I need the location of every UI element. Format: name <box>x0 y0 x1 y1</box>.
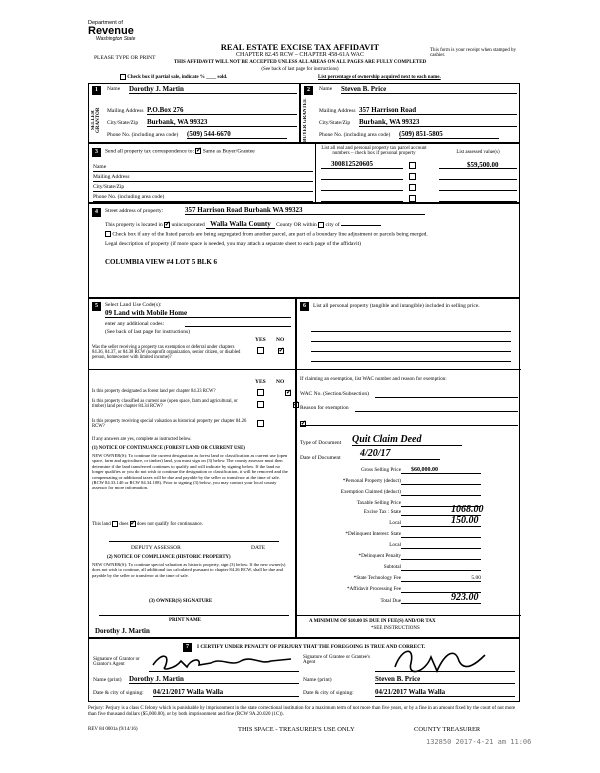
q2-no[interactable] <box>285 390 291 396</box>
same-as-checkbox[interactable] <box>195 148 201 154</box>
logo-line2: Revenue <box>88 25 134 37</box>
personal-checkbox-2[interactable] <box>409 173 416 180</box>
form-revision: REV 84 0001a (9/14/16) <box>88 727 138 732</box>
does-not-label: does not <box>136 522 154 528</box>
logo-line3: Washington State <box>96 36 136 42</box>
grantor-signature <box>151 651 301 673</box>
fee-value-5: 150.00 <box>401 515 481 527</box>
fee-label-3: Taxable Selling Price <box>356 500 401 506</box>
grantor-sig-label: Signature of Grantor or Grantor's Agent <box>93 657 140 667</box>
fee-value-8 <box>401 553 481 560</box>
personal-property-label: List all personal property (tangible and intangible) included in selling price. <box>313 303 480 309</box>
fee-label-4: Excise Tax : State <box>363 509 401 515</box>
yes-header-2: YES <box>255 379 266 385</box>
fee-value-1 <box>401 478 481 485</box>
buyer-phone-label: Phone No. (including area code) <box>319 132 391 138</box>
seller-mailing-label: Mailing Address <box>107 108 144 114</box>
section-3-number: 3 <box>92 148 101 157</box>
does-not-checkbox[interactable] <box>130 521 136 527</box>
notice-1-title: (1) NOTICE OF CONTINUANCE (FOREST LAND OR CURRENT USE) <box>92 446 245 451</box>
street-address: 357 Harrison Road Burbank WA 99323 <box>185 206 425 215</box>
personal-checkbox-3[interactable] <box>409 184 416 191</box>
fee-value-6 <box>401 531 481 538</box>
section-2-buyer <box>300 83 520 143</box>
logo-line1: Department of <box>88 20 123 26</box>
reason-label: Reason for exemption <box>300 405 349 411</box>
fee-value-10: 5.00 <box>401 575 481 582</box>
seller-name-label: Name <box>107 86 121 92</box>
form-warning: THIS AFFIDAVIT WILL NOT BE ACCEPTED UNLESS ALL AREAS ON ALL PAGES ARE FULLY COMPLETED <box>173 60 427 65</box>
fee-label-6: *Delinquent Interest: State <box>345 531 401 537</box>
notice-2-title: (2) NOTICE OF COMPLIANCE (HISTORIC PROPERTY) <box>107 555 231 560</box>
county-name: Walla Walla County <box>206 220 275 229</box>
date-of-document: 4/20/17 <box>360 448 440 460</box>
this-land-label: This land <box>92 522 111 528</box>
question-4: Is this property receiving special valuation as historical property per chapter 84.26 RCW? <box>92 419 247 429</box>
type-of-document: Quit Claim Deed <box>352 434 462 446</box>
no-header-2: NO <box>276 379 285 385</box>
buyer-side-label: BUYER GRANTEE <box>303 98 308 142</box>
section-7-certification <box>88 638 520 702</box>
fee-label-9: Subtotal <box>383 564 401 570</box>
unincorporated-label: unincorporated <box>171 222 205 228</box>
does-checkbox[interactable] <box>112 521 118 527</box>
legal-description: COLUMBIA VIEW #4 LOT 5 BLK 6 <box>105 258 218 266</box>
grantor-name-label: Name (print) <box>93 677 122 683</box>
fee-value-9 <box>401 564 481 571</box>
grantor-print-name: Dorothy J. Martin <box>129 675 299 684</box>
fee-label-0: Gross Selling Price <box>360 467 401 473</box>
corr-phone-label: Phone No. (including area code) <box>93 194 165 200</box>
buyer-mailing-label: Mailing Address <box>319 108 356 114</box>
section-2-number: 2 <box>304 86 313 95</box>
parcel-number: 300812520605 <box>331 160 373 168</box>
partial-sale-checkbox[interactable] <box>120 74 126 80</box>
section-3-correspondence <box>88 143 520 203</box>
fee-label-1: *Personal Property (deduct) <box>342 478 401 484</box>
section-5-number: 5 <box>92 302 101 311</box>
send-label: Send all property tax correspondence to: <box>105 148 195 155</box>
treasurer-space: THIS SPACE - TREASURER'S USE ONLY <box>238 726 355 733</box>
seller-city-label: City/State/Zip <box>107 120 139 126</box>
personal-checkbox-1[interactable] <box>409 162 416 169</box>
fee-value-4: 1068.00 <box>401 504 481 516</box>
city-of-label: city of <box>325 222 340 228</box>
same-as-label: Same as Buyer/Grantee <box>202 148 255 155</box>
grantee-date-label: Date & city of signing: <box>303 690 354 696</box>
notice-2-body: NEW OWNER(S): To continue special valuation as historic property, sign (3) below. If the new owner(s) does not wish to continue, all additional tax calculated pursuant to chapter 84.26 RCW, shall be due and payable by the seller or transferor at the time of sale. <box>92 562 286 578</box>
exemption-label: If claiming an exemption, list WAC number and reason for exemption: <box>300 376 447 382</box>
buyer-city-label: City/State/Zip <box>319 120 351 126</box>
receipt-note: This form is your receipt when stamped by cashier. <box>430 48 516 58</box>
notice-1-body: NEW OWNER(S): To continue the current designation as forest land or classification as current use (open space, farm and agriculture, or timber) land, you must sign on (3) below. The county assessor must then determine if the land transferred continues to qualify and will indicate by signing below. If the land no longer qualifies or you do not wish to continue the designation or classification, it will be removed and the compensating or additional taxes will be due and payable by the seller or transferor at the time of sale. (RCW 84.33.140 or RCW 84.34.108). Prior to signing (3) below, you may contact your local county assessor for more information. <box>92 453 288 491</box>
fee-value-2 <box>401 489 481 496</box>
fee-value-7 <box>401 542 481 549</box>
corr-name-label: Name <box>93 164 107 170</box>
parcel-header: List all real and personal property tax parcel account numbers – check box if personal property <box>321 146 427 156</box>
county-or-label: County OR within <box>276 222 317 228</box>
no-header-1: NO <box>276 337 285 343</box>
question-3: Is this property classified as current use (open space, farm and agricultural, or timber) land per chapter 84.34 RCW? <box>92 399 238 409</box>
seller-name: Dorothy J. Martin <box>129 85 297 94</box>
grantee-sig-label: Signature of Grantee or Grantee's Agent <box>303 655 370 665</box>
seller-city: Burbank, WA 99323 <box>147 118 297 127</box>
corr-mailing-label: Mailing Address <box>93 174 130 180</box>
fee-label-7: Local <box>389 542 401 548</box>
seller-phone-label: Phone No. (including area code) <box>107 132 179 138</box>
section-7-number: 7 <box>183 643 192 652</box>
dor-logo <box>88 20 158 42</box>
section-5-land-use <box>88 298 296 638</box>
fee-label-11: *Affidavit Processing Fee <box>346 586 401 592</box>
fee-label-10: *State Technology Fee <box>353 575 401 581</box>
land-use-label: Select Land Use Code(s): <box>105 302 162 308</box>
deputy-date-label: DATE <box>251 545 266 551</box>
personal-checkbox-4[interactable] <box>409 195 416 202</box>
q2-yes[interactable] <box>257 389 264 396</box>
grantor-date-city: 04/21/2017 Walla Walla <box>153 688 299 697</box>
perjury-notice: Perjury: Perjury is a class C felony which is punishable by imprisonment in the state correctional institution for a maximum term of not more than five years, or by a fine in an amount fixed by the court of not more than five thousand dollars ($5,000.00), or by both imprisonment and fine (RCW 9A.20.020 (1C)). <box>88 706 516 717</box>
wac-label: WAC No. (Section/Subsection) <box>300 391 369 397</box>
segregated-label: Check box if any of the listed parcels are being segregated from another parcel, are part of a boundary line adjustment or parcels being merged. <box>112 231 428 238</box>
q1-yes[interactable] <box>257 347 264 354</box>
section-4-number: 4 <box>92 208 101 217</box>
buyer-phone: (509) 851-5805 <box>399 130 499 139</box>
date-doc-label: Date of Document <box>300 455 341 461</box>
deputy-assessor-label: DEPUTY ASSESSOR <box>131 545 181 551</box>
form-chapters: CHAPTER 82.45 RCW – CHAPTER 458-61A WAC <box>236 52 364 58</box>
land-use-see-back: (See back of last page for instructions) <box>105 329 190 335</box>
fee-value-0: $60,000.00 <box>401 467 481 474</box>
seller-side-label: SELLER GRANTOR <box>91 107 101 133</box>
seller-mailing: P.O.Box 276 <box>147 106 297 115</box>
seller-phone: (509) 544-6670 <box>187 130 287 139</box>
type-or-print: PLEASE TYPE OR PRINT <box>94 55 156 61</box>
section-4-property <box>88 203 520 298</box>
q3-yes[interactable] <box>257 401 264 408</box>
recording-stamp: 132850 2017-4-21 am 11:06 <box>426 738 532 746</box>
corr-city-label: City/State/Zip <box>93 184 125 190</box>
if-yes-note: If any answers are yes, complete as instructed below. <box>92 437 192 442</box>
certify-statement: I CERTIFY UNDER PENALTY OF PERJURY THAT THE FOREGOING IS TRUE AND CORRECT. <box>197 644 426 650</box>
buyer-mailing: 357 Harrison Road <box>359 106 517 115</box>
form-title: REAL ESTATE EXCISE TAX AFFIDAVIT <box>220 42 380 52</box>
city-checkbox[interactable] <box>318 222 324 228</box>
grantor-date-label: Date & city of signing: <box>93 690 144 696</box>
unincorporated-checkbox[interactable] <box>164 222 170 228</box>
additional-codes-label: enter any additional codes: <box>105 321 165 327</box>
fee-label-12: Total Due <box>380 598 401 604</box>
question-2: Is this property designated as forest land per chapter 84.33 RCW? <box>92 389 216 394</box>
question-1: Was the seller receiving a property tax exemption or deferral under chapters 84.36, 84.37, or 84.38 RCW (nonprofit organization, senior citizen, or disabled person, homeowner with limited income)? <box>92 345 241 360</box>
county-treasurer: COUNTY TREASURER <box>414 726 481 733</box>
section-1-number: 1 <box>92 86 101 95</box>
fee-value-12: 923.00 <box>401 592 481 604</box>
section-1-seller <box>88 83 300 143</box>
fee-lines <box>297 467 521 612</box>
fee-label-2: Exemption Claimed (deduct) <box>340 489 401 495</box>
grantee-print-name: Steven B. Price <box>375 675 515 684</box>
print-name-label: PRINT NAME <box>169 618 201 623</box>
yes-header-1: YES <box>255 337 266 343</box>
section-6-number: 6 <box>300 302 309 311</box>
buyer-city: Burbank, WA 99323 <box>359 118 517 127</box>
assessed-value: $59,500.00 <box>467 161 499 169</box>
owner-signature-label: (3) OWNER(S) SIGNATURE <box>149 599 213 604</box>
buyer-name: Steven B. Price <box>341 85 517 94</box>
fee-label-5: Local <box>389 520 401 526</box>
ownership-note: List percentage of ownership acquired next to each name. <box>318 75 441 80</box>
grantee-name-label: Name (print) <box>303 677 332 683</box>
partial-sale: Check box if partial sale, indicate % ____ sold. <box>120 74 227 80</box>
street-label: Street address of property: <box>105 208 164 214</box>
buyer-name-label: Name <box>319 86 333 92</box>
segregated-checkbox[interactable] <box>105 231 111 237</box>
grantee-date-city: 04/21/2017 Walla Walla <box>375 688 515 697</box>
does-label: does <box>119 522 129 528</box>
see-back-note: (See back of last page for instructions) <box>261 67 339 72</box>
assessed-header: List assessed value(s) <box>456 150 500 155</box>
q4-yes[interactable] <box>257 420 264 427</box>
printed-owner-name: Dorothy J. Martin <box>95 627 150 635</box>
legal-label: Legal description of property (if more space is needed, you may attach a separate sheet to each page of the affidavit) <box>105 241 361 247</box>
land-use-code: 09 Land with Mobile Home <box>105 309 291 318</box>
section-6-personal-property <box>296 298 520 638</box>
located-label: This property is located in <box>105 222 163 228</box>
q1-no[interactable] <box>278 348 284 354</box>
type-doc-label: Type of Document <box>300 440 342 446</box>
minimum-fee-note: A MINIMUM OF $10.00 IS DUE IN FEE(S) AND/OR TAX <box>309 619 436 624</box>
qualify-label: qualify for continuance. <box>154 522 203 528</box>
fee-label-8: *Delinquent Penalty <box>358 553 401 559</box>
see-instructions: *SEE INSTRUCTIONS <box>371 626 420 631</box>
